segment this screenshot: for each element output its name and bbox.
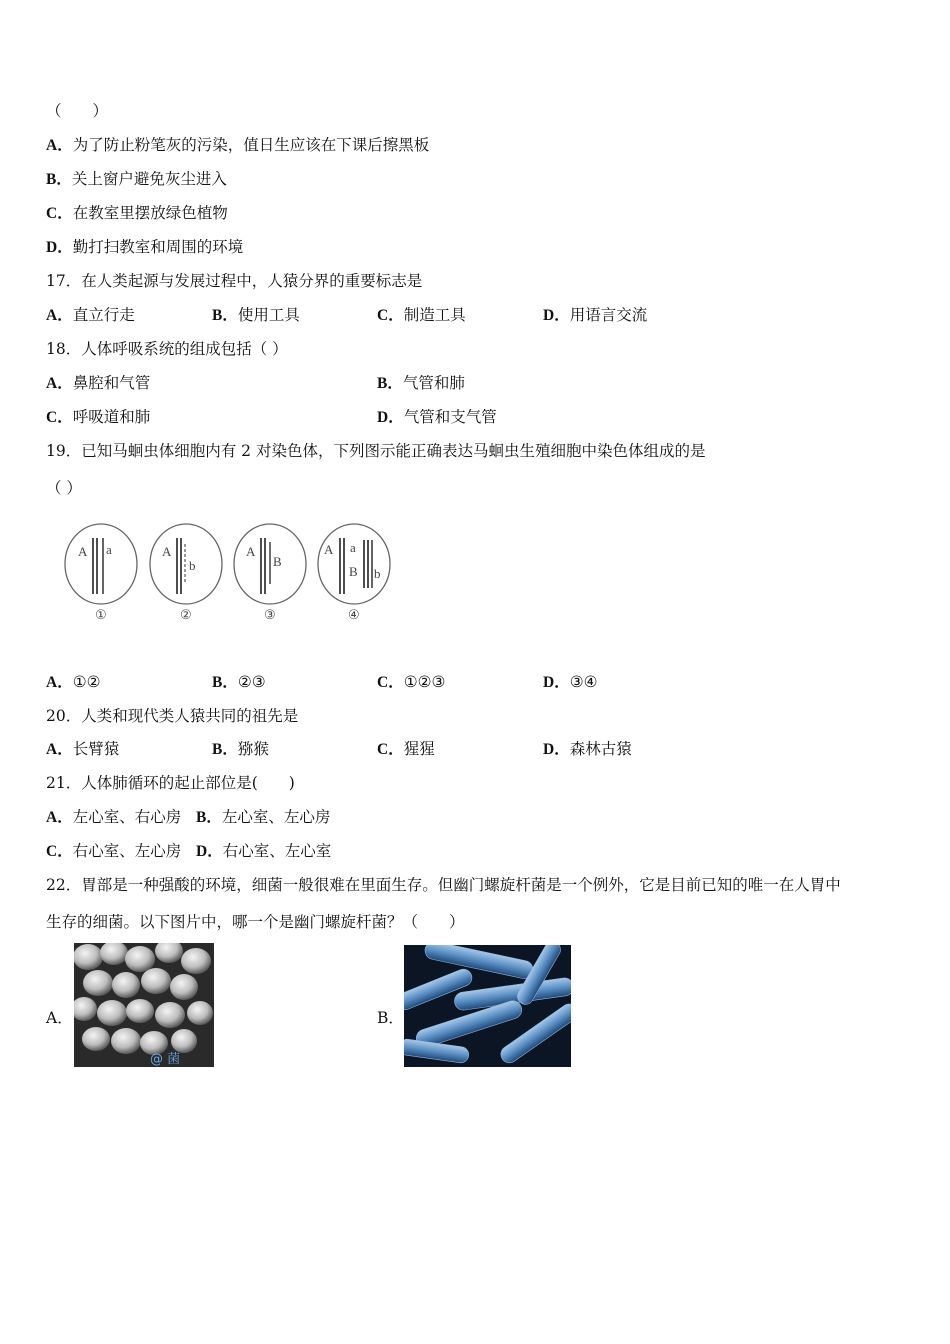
cell-2 — [150, 524, 222, 622]
option-label: B． — [212, 307, 238, 324]
option-label: B． — [212, 741, 238, 758]
q21-stem: 21．人体肺循环的起止部位是( ) — [46, 774, 295, 792]
q18-option-b[interactable] — [377, 372, 465, 395]
option-text: 勤打扫教室和周围的环境 — [72, 238, 244, 256]
gene-label: A — [246, 544, 256, 559]
rod-bacteria-photo[interactable] — [404, 945, 571, 1067]
option-text: 用语言交流 — [569, 306, 648, 324]
gene-label: A — [78, 544, 88, 559]
option-text: 猕猴 — [237, 740, 269, 758]
option-label: A． — [46, 741, 73, 758]
q19-stem: 19．已知马蛔虫体细胞内有 2 对染色体，下列图示能正确表达马蛔虫生殖细胞中染色体组成的是 — [46, 442, 706, 460]
cell-3 — [234, 524, 306, 622]
q16-option-d[interactable] — [46, 236, 243, 259]
q22-option-b-label[interactable]: B． — [377, 1009, 404, 1027]
option-text: 鼻腔和气管 — [72, 374, 151, 392]
q22-option-a-label[interactable]: A． — [46, 1009, 73, 1027]
option-label: A． — [46, 137, 73, 154]
q20-option-d[interactable] — [543, 738, 632, 761]
option-label: A． — [46, 809, 73, 826]
chromosome-diagram — [60, 518, 420, 630]
option-label: C． — [377, 741, 404, 758]
q17-option-a[interactable] — [46, 304, 135, 327]
q22-stem-line-2: 生存的细菌。以下图片中，哪一个是幽门螺旋杆菌？（ ） — [46, 913, 465, 931]
gene-label: B — [349, 564, 358, 579]
option-label: D． — [377, 409, 404, 426]
option-text: 直立行走 — [72, 306, 135, 324]
q16-option-c[interactable] — [46, 202, 228, 225]
option-label: B． — [46, 171, 72, 188]
option-text: 呼吸道和肺 — [72, 408, 151, 426]
option-label: D． — [46, 239, 73, 256]
q19-option-b[interactable] — [212, 671, 266, 694]
q21-option-a[interactable] — [46, 806, 181, 829]
option-label: C． — [377, 674, 404, 691]
q18-stem: 18．人体呼吸系统的组成包括（ ） — [46, 340, 288, 358]
option-label: A． — [46, 375, 73, 392]
option-text: ③④ — [569, 673, 598, 691]
q17-option-b[interactable] — [212, 304, 300, 327]
option-label: C． — [46, 843, 73, 860]
option-text: ②③ — [237, 673, 266, 691]
q18-option-a[interactable] — [46, 372, 150, 395]
photo-watermark: @ 菌 — [150, 1052, 181, 1067]
cell-caption: ① — [95, 607, 107, 622]
option-text: ①②③ — [403, 673, 446, 691]
q20-option-a[interactable] — [46, 738, 119, 761]
option-text: 左心室、右心房 — [72, 808, 182, 826]
q21-option-d[interactable] — [196, 840, 331, 863]
option-text: 猩猩 — [403, 740, 435, 758]
option-text: 右心室、左心室 — [222, 842, 332, 860]
cell-caption: ③ — [264, 607, 276, 622]
option-text: 关上窗户避免灰尘进入 — [71, 170, 227, 188]
q20-stem: 20．人类和现代类人猿共同的祖先是 — [46, 707, 299, 725]
option-text: 为了防止粉笔灰的污染，值日生应该在下课后擦黑板 — [72, 136, 430, 154]
option-text: 气管和支气管 — [403, 408, 497, 426]
option-text: 森林古猿 — [569, 740, 632, 758]
q20-option-b[interactable] — [212, 738, 269, 761]
option-label: C． — [377, 307, 404, 324]
gene-label: B — [273, 554, 282, 569]
option-label: C． — [46, 205, 73, 222]
q17-stem: 17．在人类起源与发展过程中，人猿分界的重要标志是 — [46, 272, 423, 290]
q22-stem-line-1: 22．胃部是一种强酸的环境，细菌一般很难在里面生存。但幽门螺旋杆菌是一个例外，它是目前已知的唯一在人胃中 — [46, 876, 841, 894]
option-label: A． — [46, 674, 73, 691]
q17-option-d[interactable] — [543, 304, 647, 327]
cell-caption: ④ — [348, 607, 360, 622]
gene-label: b — [189, 558, 196, 573]
q21-option-b[interactable] — [196, 806, 330, 829]
option-text: 使用工具 — [237, 306, 300, 324]
q18-option-d[interactable] — [377, 406, 497, 429]
option-text: 长臂猿 — [72, 740, 120, 758]
cell-caption: ② — [180, 607, 192, 622]
gene-label: A — [162, 544, 172, 559]
q20-option-c[interactable] — [377, 738, 435, 761]
q16-bracket: （ ） — [46, 102, 109, 120]
q17-option-c[interactable] — [377, 304, 466, 327]
gene-label: a — [106, 542, 112, 557]
option-label: D． — [543, 674, 570, 691]
spherical-bacteria-photo[interactable] — [74, 943, 214, 1067]
gene-label: A — [324, 542, 334, 557]
q19-option-a[interactable] — [46, 671, 101, 694]
option-label: A． — [46, 307, 73, 324]
option-label: D． — [196, 843, 223, 860]
option-text: ①② — [72, 673, 101, 691]
q16-option-a[interactable] — [46, 134, 429, 157]
q21-option-c[interactable] — [46, 840, 181, 863]
gene-label: a — [350, 540, 356, 555]
option-text: 气管和肺 — [402, 374, 465, 392]
q19-option-d[interactable] — [543, 671, 598, 694]
option-text: 在教室里摆放绿色植物 — [72, 204, 228, 222]
cell-4 — [318, 524, 390, 622]
q18-option-c[interactable] — [46, 406, 150, 429]
option-text: 右心室、左心房 — [72, 842, 182, 860]
option-text: 左心室、左心房 — [221, 808, 331, 826]
option-text: 制造工具 — [403, 306, 466, 324]
option-label: B． — [377, 375, 403, 392]
q19-bracket: （ ） — [46, 479, 82, 497]
option-label: B． — [212, 674, 238, 691]
q16-option-b[interactable] — [46, 168, 227, 191]
option-label: B． — [196, 809, 222, 826]
option-label: D． — [543, 741, 570, 758]
q19-option-c[interactable] — [377, 671, 445, 694]
cell-1 — [65, 524, 137, 622]
option-label: D． — [543, 307, 570, 324]
gene-label: b — [374, 566, 381, 581]
option-label: C． — [46, 409, 73, 426]
